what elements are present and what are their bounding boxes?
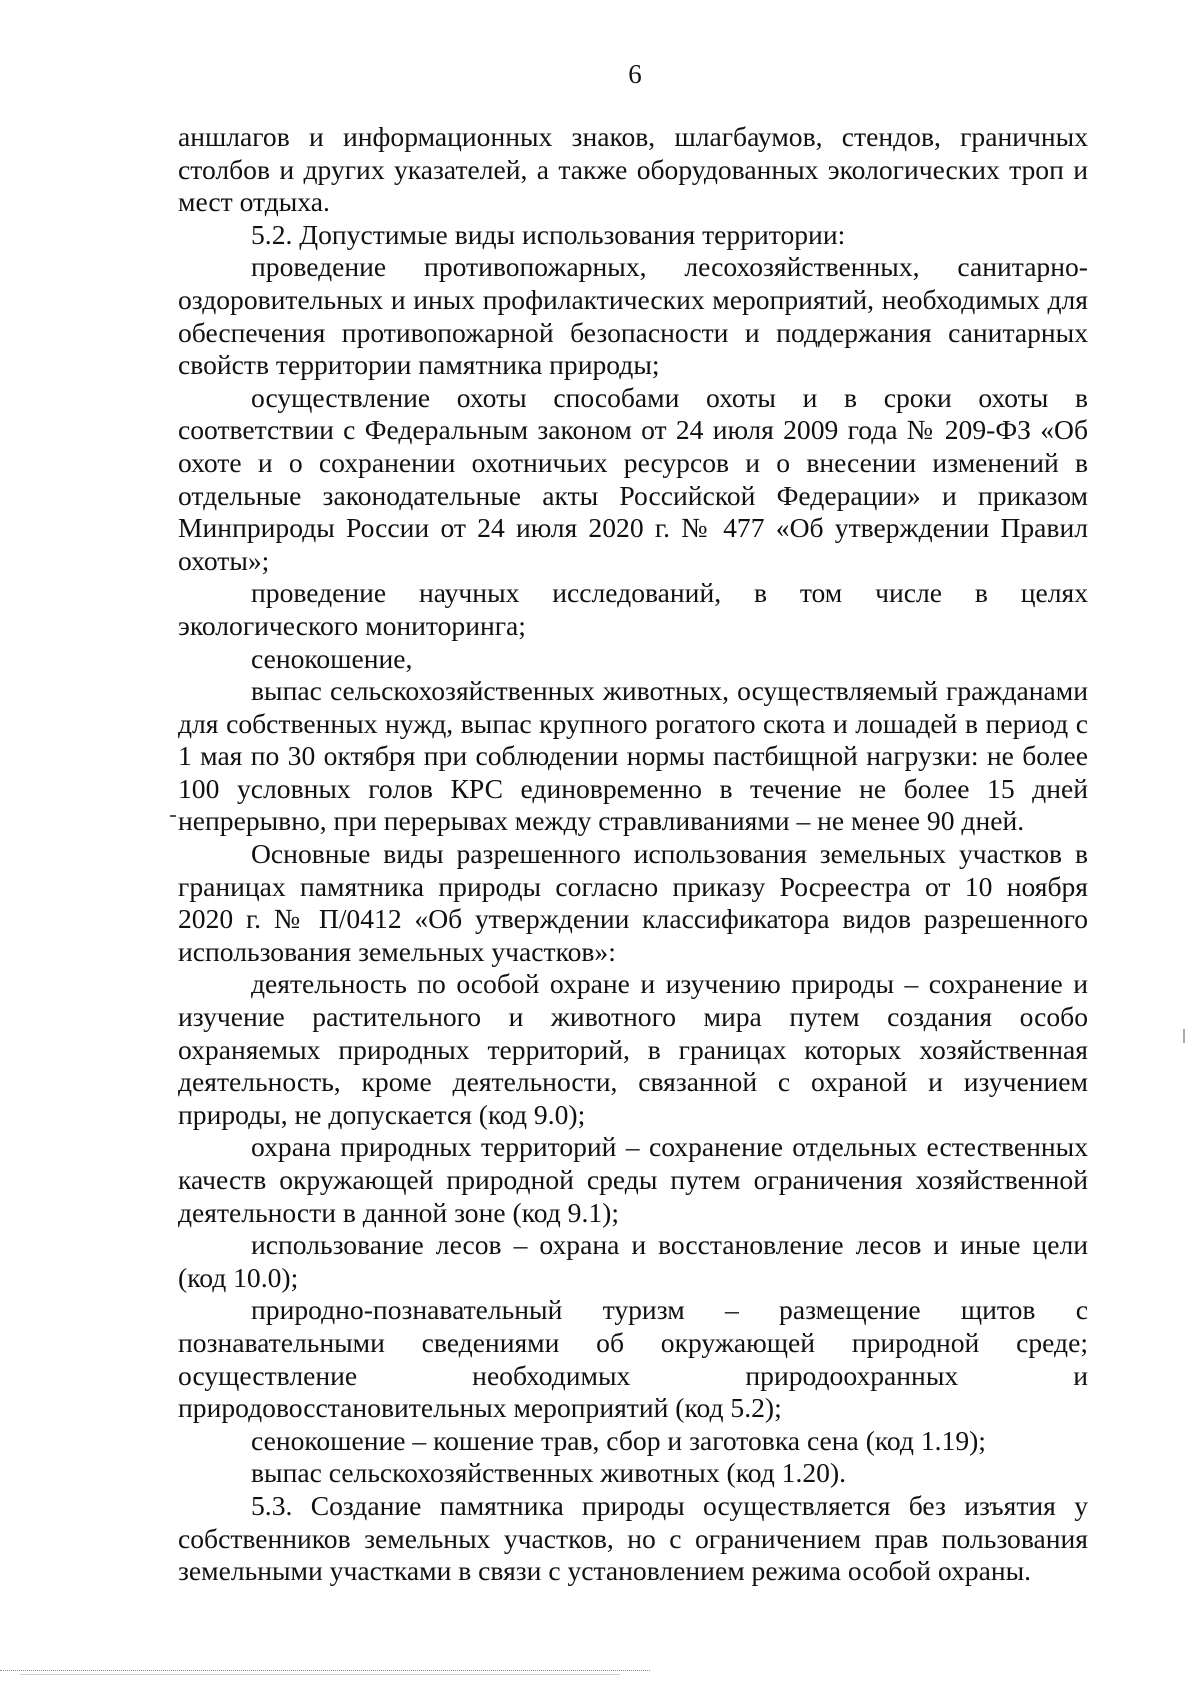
paragraph-fire-prevention: проведение противопожарных, лесохозяйственных, санитарно-оздоровительных и иных профилактических мероприятий, необходимых для обеспечения противопожарной безопасности и поддержания санитарных свойств территории памятника природы;	[178, 251, 1088, 381]
paragraph-continuation: аншлагов и информационных знаков, шлагбаумов, стендов, граничных столбов и других указателей, а также оборудованных экологических троп и мест отдыха.	[178, 121, 1088, 218]
paragraph-hunting: осуществление охоты способами охоты и в сроки охоты в соответствии с Федеральным законом от 24 июля 2009 года № 209-ФЗ «Об охоте и о сохранении охотничьих ресурсов и о внесении изменений в отдельные законодательные акты Российской Федерации» и приказом Минприроды России от 24 июля 2020 г. № 477 «Об утверждении Правил охоты»;	[178, 381, 1088, 576]
paragraph-research: проведение научных исследований, в том числе в целях экологического мониторинга;	[178, 577, 1088, 641]
scan-mark-right	[1183, 1029, 1185, 1043]
paragraph-haymaking: сенокошение,	[251, 642, 413, 674]
scan-mark	[170, 815, 176, 817]
section-5-2-heading: 5.2. Допустимые виды использования территории:	[251, 218, 846, 250]
footer-rule	[0, 1670, 650, 1672]
paragraph-code-1-20: выпас сельскохозяйственных животных (код 1.20).	[251, 1457, 847, 1489]
paragraph-code-1-19: сенокошение – кошение трав, сбор и заготовка сена (код 1.19);	[251, 1424, 986, 1456]
page-number: 6	[628, 59, 642, 89]
paragraph-land-use-intro: Основные виды разрешенного использования земельных участков в границах памятника природы согласно приказу Росреестра от 10 ноября 2020 г. № П/0412 «Об утверждении классификатора видов разрешенного использования земельных участков»:	[178, 838, 1088, 967]
paragraph-code-9-0: деятельность по особой охране и изучению природы – сохранение и изучение растительного и животного мира путем создания особо охраняемых природных территорий, в границах которых хозяйственная деятельность, кроме деятельности, связанной с охраной и изучением природы, не допускается (код 9.0);	[178, 968, 1088, 1130]
footer-rule-secondary	[20, 1674, 620, 1676]
paragraph-code-10-0: использование лесов – охрана и восстановление лесов и иные цели (код 10.0);	[178, 1229, 1088, 1293]
paragraph-grazing: выпас сельскохозяйственных животных, осуществляемый гражданами для собственных нужд, выпас крупного рогатого скота и лошадей в период с 1 мая по 30 октября при соблюдении нормы пастбищной нагрузки: не более 100 условных голов КРС единовременно в течение не более 15 дней непрерывно, при перерывах между стравливаниями – не менее 90 дней.	[178, 675, 1088, 837]
section-5-3-paragraph: 5.3. Создание памятника природы осуществляется без изъятия у собственников земельных участков, но с ограничением прав пользования земельными участками в связи с установлением режима особой охраны.	[178, 1489, 1088, 1587]
document-body	[178, 121, 1088, 1588]
paragraph-code-5-2: природно-познавательный туризм – размещение щитов с познавательными сведениями об окружающей природной среде; осуществление необходимых природоохранных и природовосстановительных мероприятий (код 5.2);	[178, 1294, 1088, 1424]
paragraph-code-9-1: охрана природных территорий – сохранение отдельных естественных качеств окружающей природной среды путем ограничения хозяйственной деятельности в данной зоне (код 9.1);	[178, 1131, 1088, 1228]
